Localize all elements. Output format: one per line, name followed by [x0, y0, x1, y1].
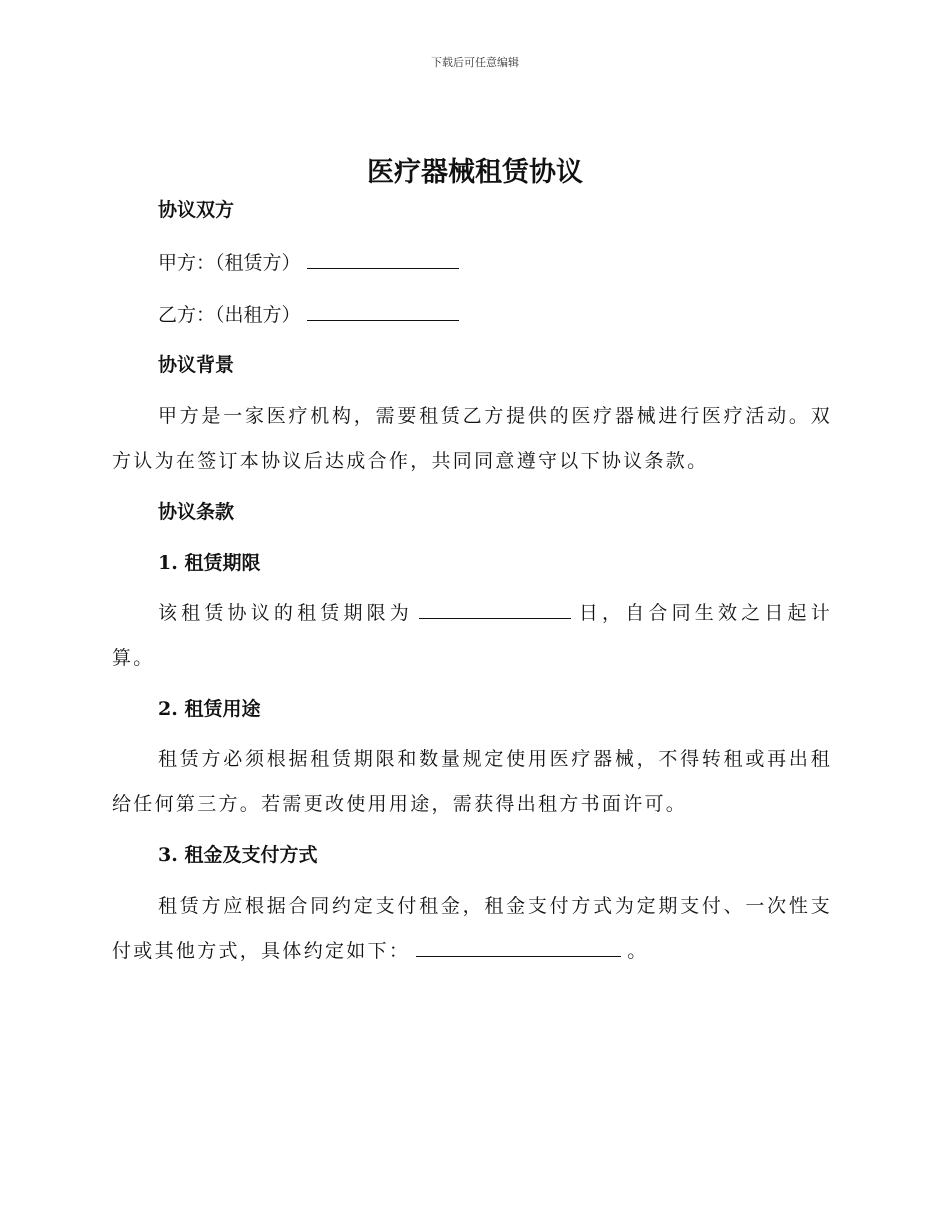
party-a-label: 甲方：（租赁方）: [158, 252, 301, 274]
background-heading: 协议背景: [158, 354, 235, 376]
term3-heading: 3. 租金及支付方式: [158, 844, 318, 866]
party-b-line: [158, 302, 465, 327]
page-header-note: 下载后可任意编辑: [431, 56, 519, 69]
term1-text-before: 该租赁协议的租赁期限为: [158, 602, 413, 624]
party-b-blank[interactable]: [307, 302, 459, 321]
lease-term-blank[interactable]: [419, 600, 571, 619]
payment-terms-blank[interactable]: [416, 938, 621, 957]
term2-heading: 2. 租赁用途: [158, 698, 261, 720]
term1-text-after: 日，自合同生效之日起计算。: [112, 602, 832, 669]
term3-text-before: 租赁方应根据合同约定支付租金，租金支付方式为定期支付、一次性支付或其他方式，具体约定如下：: [112, 895, 832, 962]
term3-text-after: 。: [627, 940, 649, 962]
term1-heading: 1. 租赁期限: [158, 552, 261, 574]
document-title: 医疗器械租赁协议: [367, 157, 583, 188]
terms-heading: 协议条款: [158, 501, 235, 523]
term3-paragraph: [112, 884, 832, 974]
party-a-blank[interactable]: [307, 250, 459, 269]
term1-paragraph: [112, 591, 832, 681]
party-b-label: 乙方：（出租方）: [158, 304, 301, 326]
term2-paragraph: 租赁方必须根据租赁期限和数量规定使用医疗器械，不得转租或再出租给任何第三方。若需更改使用用途，需获得出租方书面许可。: [112, 748, 832, 815]
party-a-line: [158, 250, 465, 275]
parties-heading: 协议双方: [158, 199, 235, 221]
background-paragraph: 甲方是一家医疗机构，需要租赁乙方提供的医疗器械进行医疗活动。双方认为在签订本协议后达成合作，共同同意遵守以下协议条款。: [112, 405, 832, 472]
